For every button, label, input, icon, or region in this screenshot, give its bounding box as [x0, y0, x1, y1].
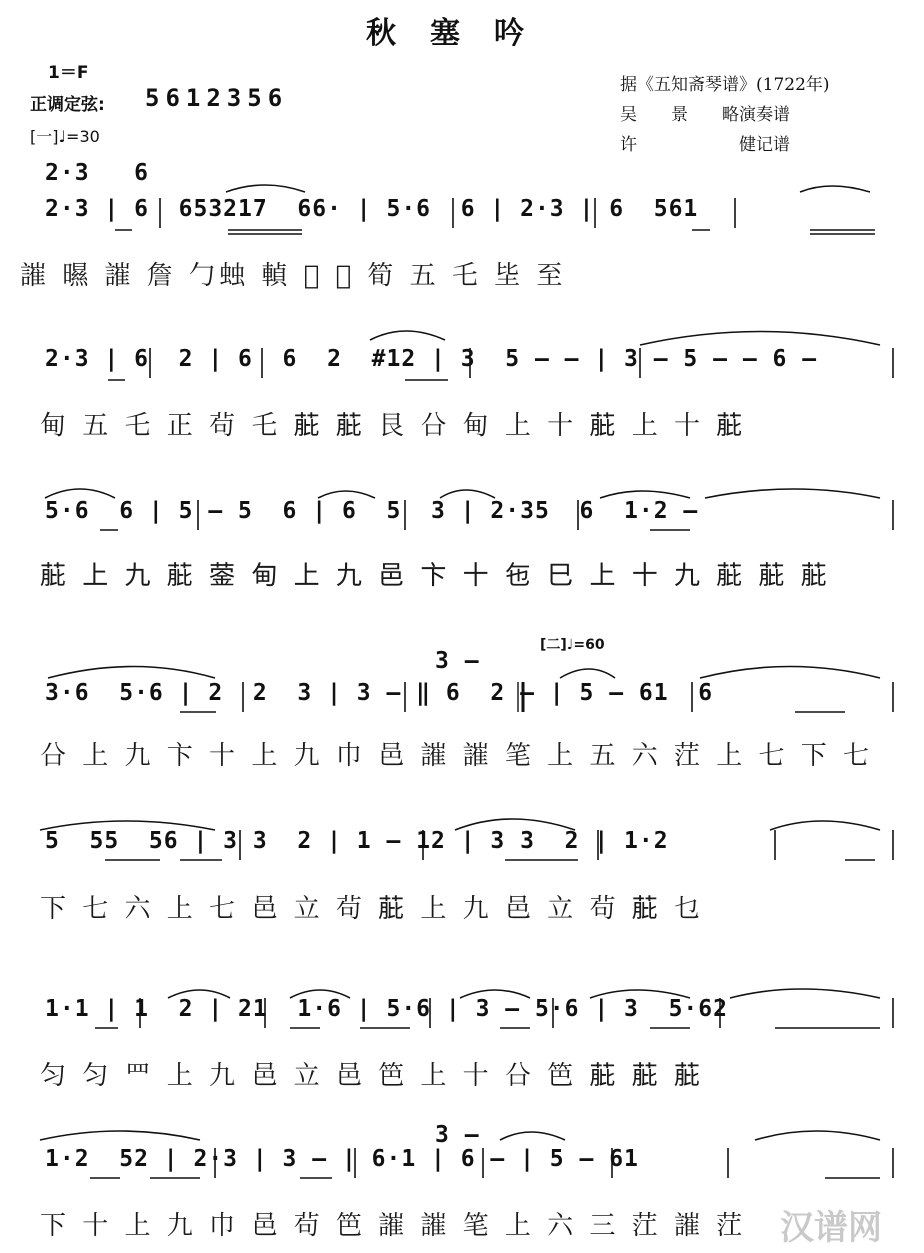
section-1-tempo: [一]♩=30: [30, 127, 100, 146]
watermark-logo: 汉谱网: [780, 1208, 882, 1248]
tablature-row-6: 匀 匀 罒 上 九 邑 立 邑 笆 上 十 㕣 笆 𦱔 𦱔 𦱔: [40, 1061, 704, 1091]
notation-row-6: 1·1 | 1 2 | 21 1·6 | 5·6 | 3 — 5·6 | 3 5·62: [45, 996, 728, 1022]
chord-top-row-4: 3 —: [435, 648, 480, 674]
notation-row-7: 1·2 52 | 2·3 | 3 — | 6·1 | 6 — | 5 — 61: [45, 1146, 639, 1172]
notation-row-2: 2·3 | 6 2 | 6 6 2 #12 | 3 5 — — | 3 — 5 — — 6 —: [45, 346, 818, 372]
tablature-row-3: 𦱔 上 九 𦱔 蓥 甸 上 九 邑 卞 十 㐌 巳 上 十 九 𦱔 𦱔 𦱔: [40, 561, 831, 591]
page-title: 秋塞吟: [366, 16, 558, 51]
tablature-row-7: 下 十 上 九 巾 邑 茍 笆 䜅 䜅 笔 上 六 三 茳 䜅 茳: [40, 1211, 747, 1241]
source-line-3: 许 健记谱: [620, 135, 790, 155]
notation-row-5: 5 55 56 | 3 3 2 | 1 — 12 | 3 3 2 | 1·2: [45, 828, 669, 854]
tablature-row-1: 䜅 㬤 䜅 詹 勹䖵 䡠 𩨔 𩨔 筍 五 乇 坒 至: [20, 261, 567, 291]
tuning-label: 正调定弦:: [30, 95, 105, 115]
chord-top-row-1: 2·3 6: [45, 160, 149, 186]
tablature-row-2: 甸 五 乇 正 茍 乇 𦱔 𦱔 艮 㕣 甸 上 十 𦱔 上 十 𦱔: [40, 411, 747, 441]
source-line-1: 据《五知斋琴谱》(1722年): [620, 75, 830, 95]
notation-row-1: 2·3 | 6 653217 66· | 5·6 6 | 2·3 | 6 561: [45, 196, 699, 222]
notation-row-3: 5·6 6 | 5 — 5 6 | 6 5 3 | 2·35 6 1·2 —: [45, 498, 699, 524]
chord-top-row-7: 3 —: [435, 1122, 480, 1148]
tuning-notes: 5612356: [145, 84, 289, 112]
source-line-2: 吴 景 略演奏谱: [620, 105, 790, 125]
key-signature: 1＝F: [48, 63, 89, 83]
section-2-tempo: [二]♩=60: [540, 637, 605, 653]
tablature-row-5: 下 七 六 上 七 邑 立 茍 𦱔 上 九 邑 立 茍 𦱔 乜: [40, 894, 704, 924]
notation-row-4: 3·6 5·6 | 2 2 3 | 3 — ‖ 6 2 — | 5 — 61 6: [45, 680, 714, 706]
tablature-row-4: 㕣 上 九 卞 十 上 九 巾 邑 䜅 䜅 笔 上 五 六 茳 上 七 下 七: [40, 741, 874, 771]
